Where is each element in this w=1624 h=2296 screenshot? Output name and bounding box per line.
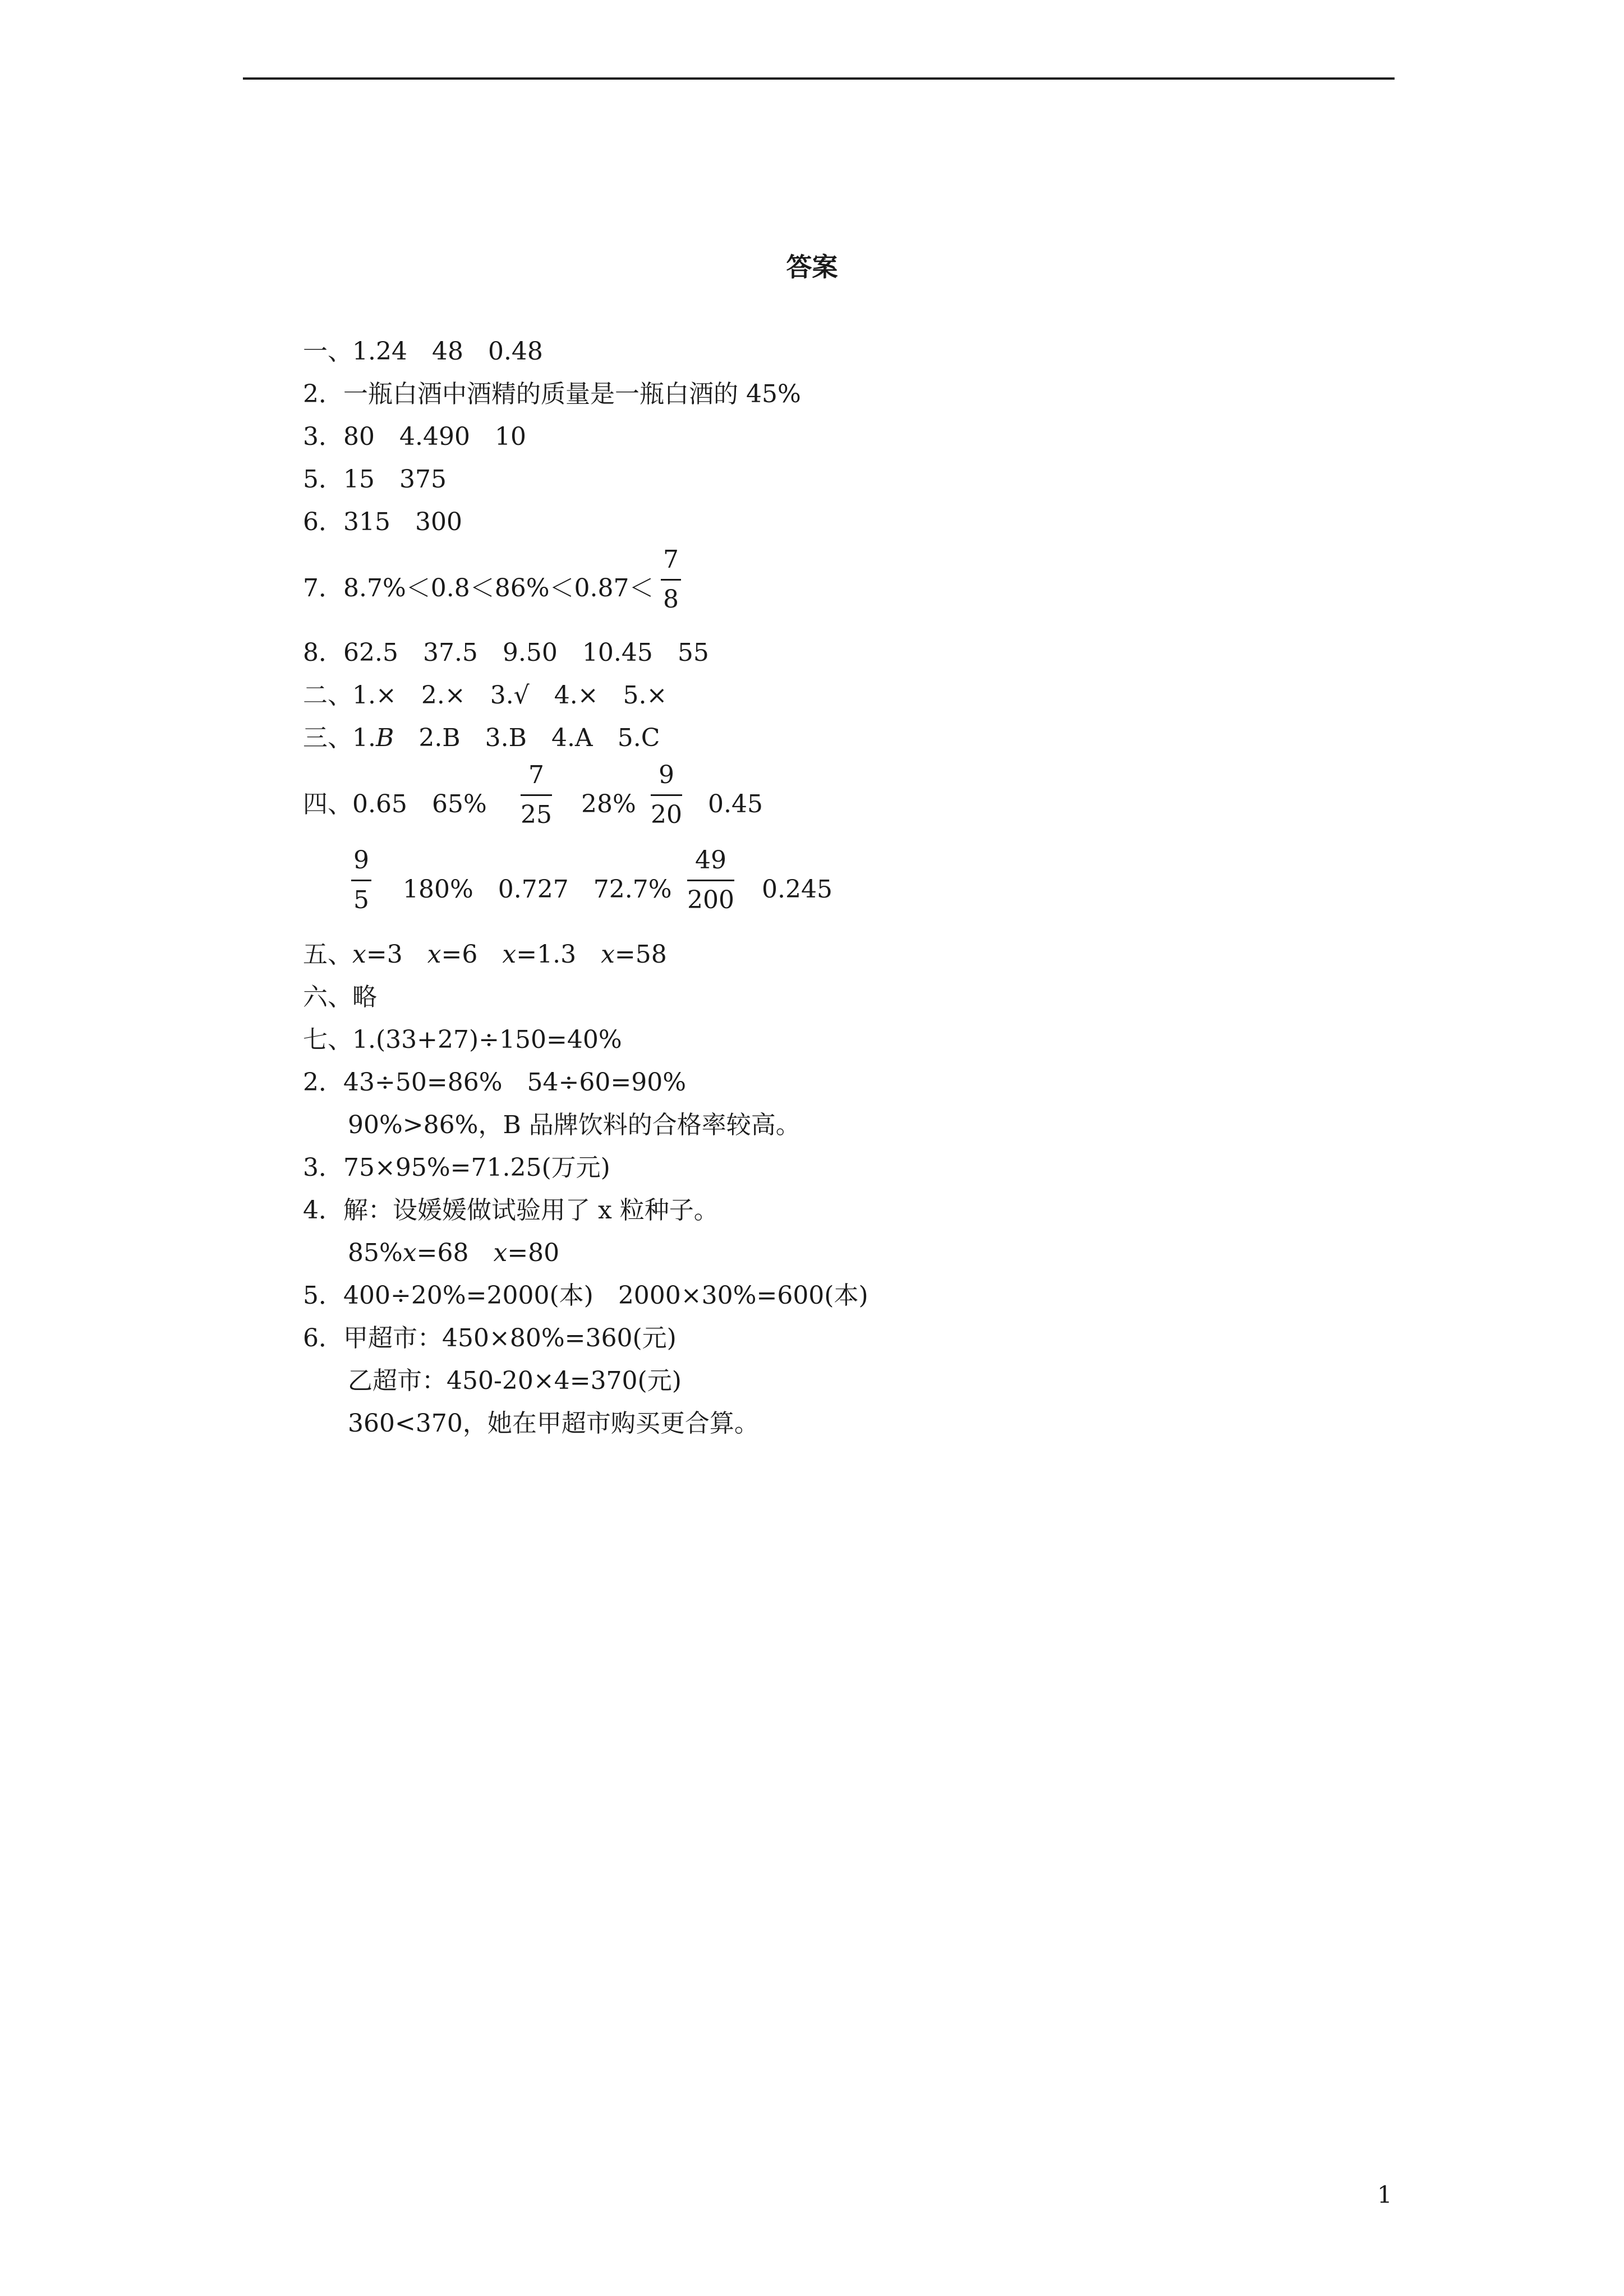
line-prefix: 五、 (303, 940, 352, 969)
fraction-7-8 (661, 547, 681, 612)
variable-x: x (493, 1239, 508, 1267)
value: =3 (366, 940, 427, 969)
answer-line-10-part-c: 0.45 (708, 790, 763, 818)
variable-x: x (402, 1239, 417, 1267)
answer-line-21: 6．甲超市：450×80%=360(元) (303, 1324, 677, 1352)
answer-line-17: 3．75×95%=71.25(万元) (303, 1153, 610, 1182)
answer-line-23: 360<370，她在甲超市购买更合算。 (348, 1409, 759, 1438)
fraction-numerator: 7 (521, 763, 552, 796)
answer-line-19 (348, 1241, 559, 1266)
fraction-numerator: 9 (351, 848, 371, 881)
answer-line-7: 8．62.5 37.5 9.50 10.45 55 (303, 638, 709, 667)
fraction-9-5 (351, 848, 371, 913)
answer-line-5: 6．315 300 (303, 508, 462, 536)
answer-line-11-part-a: 180% 0.727 72.7% (403, 875, 672, 904)
variable-x: x (502, 940, 517, 969)
answer-line-9 (303, 726, 660, 751)
value: =80 (507, 1239, 560, 1267)
answer-line-18: 4．解：设媛媛做试验用了 x 粒种子。 (303, 1196, 719, 1225)
fraction-denominator: 5 (353, 886, 369, 914)
variable-x: x (427, 940, 441, 969)
value: =58 (614, 940, 667, 969)
header-rule (243, 77, 1395, 80)
fraction-7-25 (521, 763, 552, 827)
line-prefix: 三、1. (303, 724, 376, 752)
answer-line-20: 5．400÷20%=2000(本) 2000×30%=600(本) (303, 1281, 868, 1310)
answer-line-11-part-b: 0.245 (762, 875, 832, 904)
fraction-9-20 (651, 763, 682, 827)
fraction-denominator: 8 (663, 585, 679, 614)
fraction-numerator: 9 (651, 763, 682, 796)
answer-line-8: 二、1.× 2.× 3.√ 4.× 5.× (303, 681, 668, 710)
value: =68 (416, 1239, 494, 1267)
page-number: 1 (1377, 2181, 1392, 2208)
fraction-denominator: 200 (687, 886, 734, 914)
fraction-denominator: 25 (521, 800, 552, 829)
answer-line-1: 一、1.24 48 0.48 (303, 337, 543, 366)
value: 85% (348, 1239, 403, 1267)
answer-line-16: 90%>86%，B 品牌饮料的合格率较高。 (348, 1111, 801, 1139)
answer-line-22: 乙超市：450-20×4=370(元) (348, 1366, 682, 1395)
fraction-numerator: 49 (687, 848, 734, 881)
answer-line-4: 5．15 375 (303, 465, 447, 494)
value: =6 (441, 940, 503, 969)
answer-line-3: 3．80 4.490 10 (303, 422, 526, 451)
answer-line-14: 七、1.(33+27)÷150=40% (303, 1025, 622, 1054)
answer-line-15: 2．43÷50=86% 54÷60=90% (303, 1068, 687, 1097)
answer-line-10-part-a: 四、0.65 65% (303, 790, 487, 818)
value: =1.3 (516, 940, 601, 969)
answer-line-2: 2．一瓶白酒中酒精的质量是一瓶白酒的 45% (303, 380, 801, 408)
line-rest: 2.B 3.B 4.A 5.C (394, 724, 660, 752)
fraction-numerator: 7 (661, 547, 681, 581)
page-title: 答案 (786, 252, 838, 282)
fraction-denominator: 20 (651, 800, 682, 829)
italic-answer: B (375, 724, 394, 752)
answer-line-13: 六、略 (303, 983, 377, 1011)
variable-x: x (601, 940, 615, 969)
answer-line-6: 7．8.7%＜0.8＜86%＜0.87＜ (303, 574, 654, 602)
variable-x: x (352, 940, 366, 969)
answer-line-12 (303, 942, 667, 967)
answer-line-10-part-b: 28% (581, 790, 636, 818)
fraction-49-200 (687, 848, 734, 913)
